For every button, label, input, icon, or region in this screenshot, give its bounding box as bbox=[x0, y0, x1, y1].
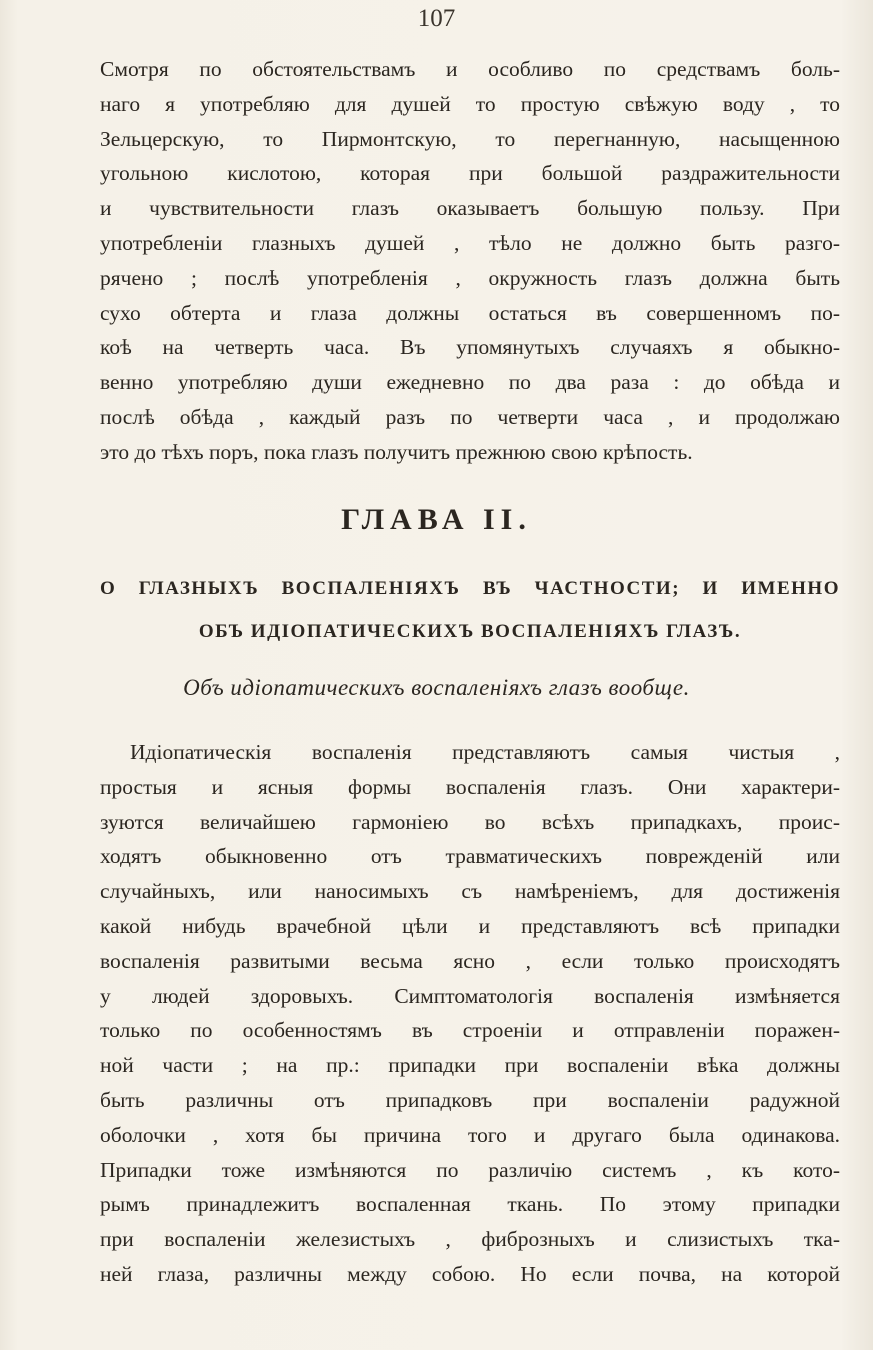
text-line: зуются величайшею гармоніею во всѣхъ припадкахъ, проис- bbox=[100, 809, 840, 834]
paragraph-idiopathic-inflammations bbox=[100, 735, 840, 1292]
text-line: венно употребляю души ежедневно по два раза : до обѣда и bbox=[100, 370, 840, 395]
paragraph-showers bbox=[100, 52, 840, 470]
text-line: рымъ принадлежитъ воспаленная ткань. По этому припадки bbox=[100, 1192, 840, 1217]
text-line: случайныхъ, или наносимыхъ съ намѣреніемъ, для достиженія bbox=[100, 879, 840, 904]
text-line: сухо обтерта и глаза должны остаться въ совершенномъ по- bbox=[100, 300, 840, 325]
text-line: воспаленія развитыми весьма ясно , если только происходятъ bbox=[100, 948, 840, 973]
text-line: послѣ обѣда , каждый разъ по четверти часа , и продолжаю bbox=[100, 404, 840, 429]
text-line: Смотря по обстоятельствамъ и особливо по средствамъ боль- bbox=[100, 57, 840, 81]
text-line: употребленіи глазныхъ душей , тѣло не должно быть разго- bbox=[100, 230, 840, 255]
chapter-heading: ГЛАВА II. bbox=[341, 503, 532, 536]
text-line: только по особенностямъ въ строеніи и отправленіи поражен- bbox=[100, 1018, 840, 1043]
section-title: Объ идіопатическихъ воспаленіяхъ глазъ вообще. bbox=[183, 675, 690, 700]
text-line: быть различны отъ припадковъ при воспаленіи радужной bbox=[100, 1087, 840, 1112]
text-line: Идіопатическія воспаленія представляютъ самыя чистыя , bbox=[130, 740, 840, 764]
chapter-subtitle-line: О ГЛАЗНЫХЪ ВОСПАЛЕНІЯХЪ ВЪ ЧАСТНОСТИ; И ИМЕННО bbox=[100, 578, 840, 599]
page-number: 107 bbox=[417, 5, 456, 32]
text-line: ной части ; на пр.: припадки при воспаленіи вѣка должны bbox=[100, 1053, 840, 1078]
text-line: и чувствительности глазъ оказываетъ большую пользу. При bbox=[100, 196, 840, 221]
text-line: у людей здоровыхъ. Симптоматологія воспаленія измѣняется bbox=[100, 983, 840, 1008]
text-line: коѣ на четверть часа. Въ упомянутыхъ случаяхъ я обыкно- bbox=[100, 335, 840, 360]
text-line: угольною кислотою, которая при большой раздражительности bbox=[100, 161, 840, 186]
text-line: наго я употребляю для душей то простую свѣжую воду , то bbox=[100, 91, 840, 116]
text-line: простыя и ясныя формы воспаленія глазъ. Они характери- bbox=[100, 774, 840, 799]
text-line: оболочки , хотя бы причина того и другаго была одинакова. bbox=[100, 1122, 840, 1147]
text-line: ходятъ обыкновенно отъ травматическихъ поврежденій или bbox=[100, 844, 840, 869]
chapter-subtitle-line: ОБЪ ИДІОПАТИЧЕСКИХЪ ВОСПАЛЕНІЯХЪ ГЛАЗЪ. bbox=[198, 621, 742, 642]
text-line: при воспаленіи железистыхъ , фиброзныхъ и слизистыхъ тка- bbox=[100, 1227, 840, 1252]
text-line: ней глаза, различны между собою. Но если почва, на которой bbox=[100, 1261, 840, 1286]
text-line: Зельцерскую, то Пирмонтскую, то перегнанную, насыщенною bbox=[100, 126, 840, 151]
text-line: это до тѣхъ поръ, пока глазъ получитъ прежнюю свою крѣпость. bbox=[100, 439, 693, 464]
text-line: Припадки тоже измѣняются по различію системъ , къ кото- bbox=[100, 1157, 840, 1182]
text-line: рячено ; послѣ употребленія , окружность глазъ должна быть bbox=[100, 265, 840, 290]
text-line: какой нибудь врачебной цѣли и представляютъ всѣ припадки bbox=[100, 913, 840, 938]
